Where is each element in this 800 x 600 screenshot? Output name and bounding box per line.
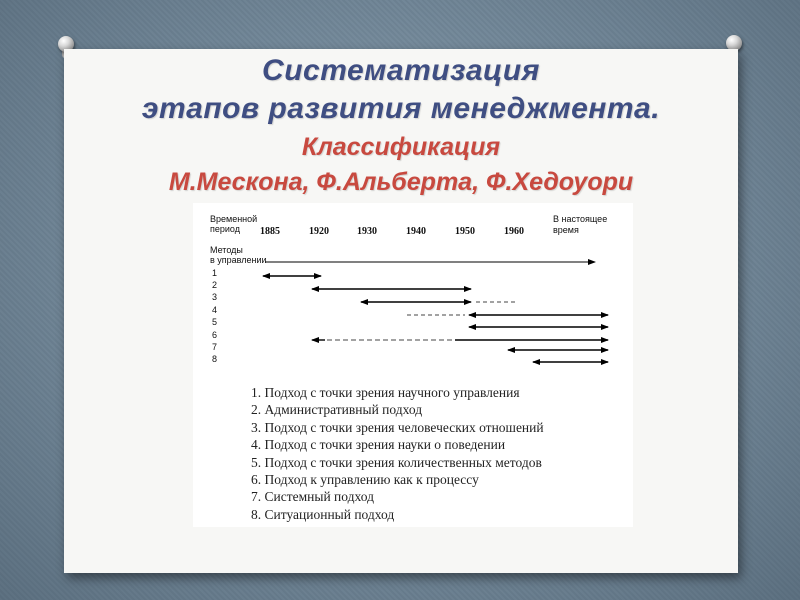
row-number-2: 2 <box>212 280 218 290</box>
title-line-1: Систематизация <box>262 54 540 87</box>
methods-label-line-2: в управлении <box>210 255 267 265</box>
present-label-line-2: время <box>553 225 579 235</box>
row-number-5: 5 <box>212 317 218 327</box>
legend-item: 8. Ситуационный подход <box>251 506 395 522</box>
year-1960: 1960 <box>504 226 524 237</box>
subtitle-line-2: М.Мескона, Ф.Альберта, Ф.Хедоуори <box>168 168 634 196</box>
legend-item: 7. Системный подход <box>251 489 374 505</box>
row-number-7: 7 <box>212 342 218 352</box>
title-line-2: этапов развития менеджмента. <box>141 92 661 125</box>
row-number-6: 6 <box>212 330 218 340</box>
period-label-line-2: период <box>210 224 240 234</box>
row-number-1: 1 <box>212 268 218 278</box>
period-label-line-1: Временной <box>210 214 258 224</box>
year-1920: 1920 <box>309 226 329 237</box>
timeline-diagram <box>193 203 633 527</box>
subtitle-line-1: Классификация <box>301 133 501 161</box>
present-label-line-1: В настоящее <box>553 214 608 224</box>
legend <box>251 384 631 523</box>
legend-item: 4. Подход с точки зрения науки о поведении <box>251 437 506 453</box>
legend-item: 6. Подход к управлению как к процессу <box>251 472 479 488</box>
timeline-arrows <box>193 203 633 378</box>
methods-label-line-1: Методы <box>210 245 243 255</box>
year-1950: 1950 <box>455 226 475 237</box>
year-1930: 1930 <box>357 226 377 237</box>
year-1885: 1885 <box>260 226 280 237</box>
row-number-4: 4 <box>212 305 218 315</box>
legend-item: 5. Подход с точки зрения количественных методов <box>251 454 542 470</box>
year-1940: 1940 <box>406 226 426 237</box>
legend-item: 3. Подход с точки зрения человеческих отношений <box>251 419 544 435</box>
row-number-8: 8 <box>212 354 218 364</box>
row-number-3: 3 <box>212 292 218 302</box>
legend-item: 1. Подход с точки зрения научного управления <box>251 385 520 400</box>
legend-item: 2. Административный подход <box>251 402 423 418</box>
